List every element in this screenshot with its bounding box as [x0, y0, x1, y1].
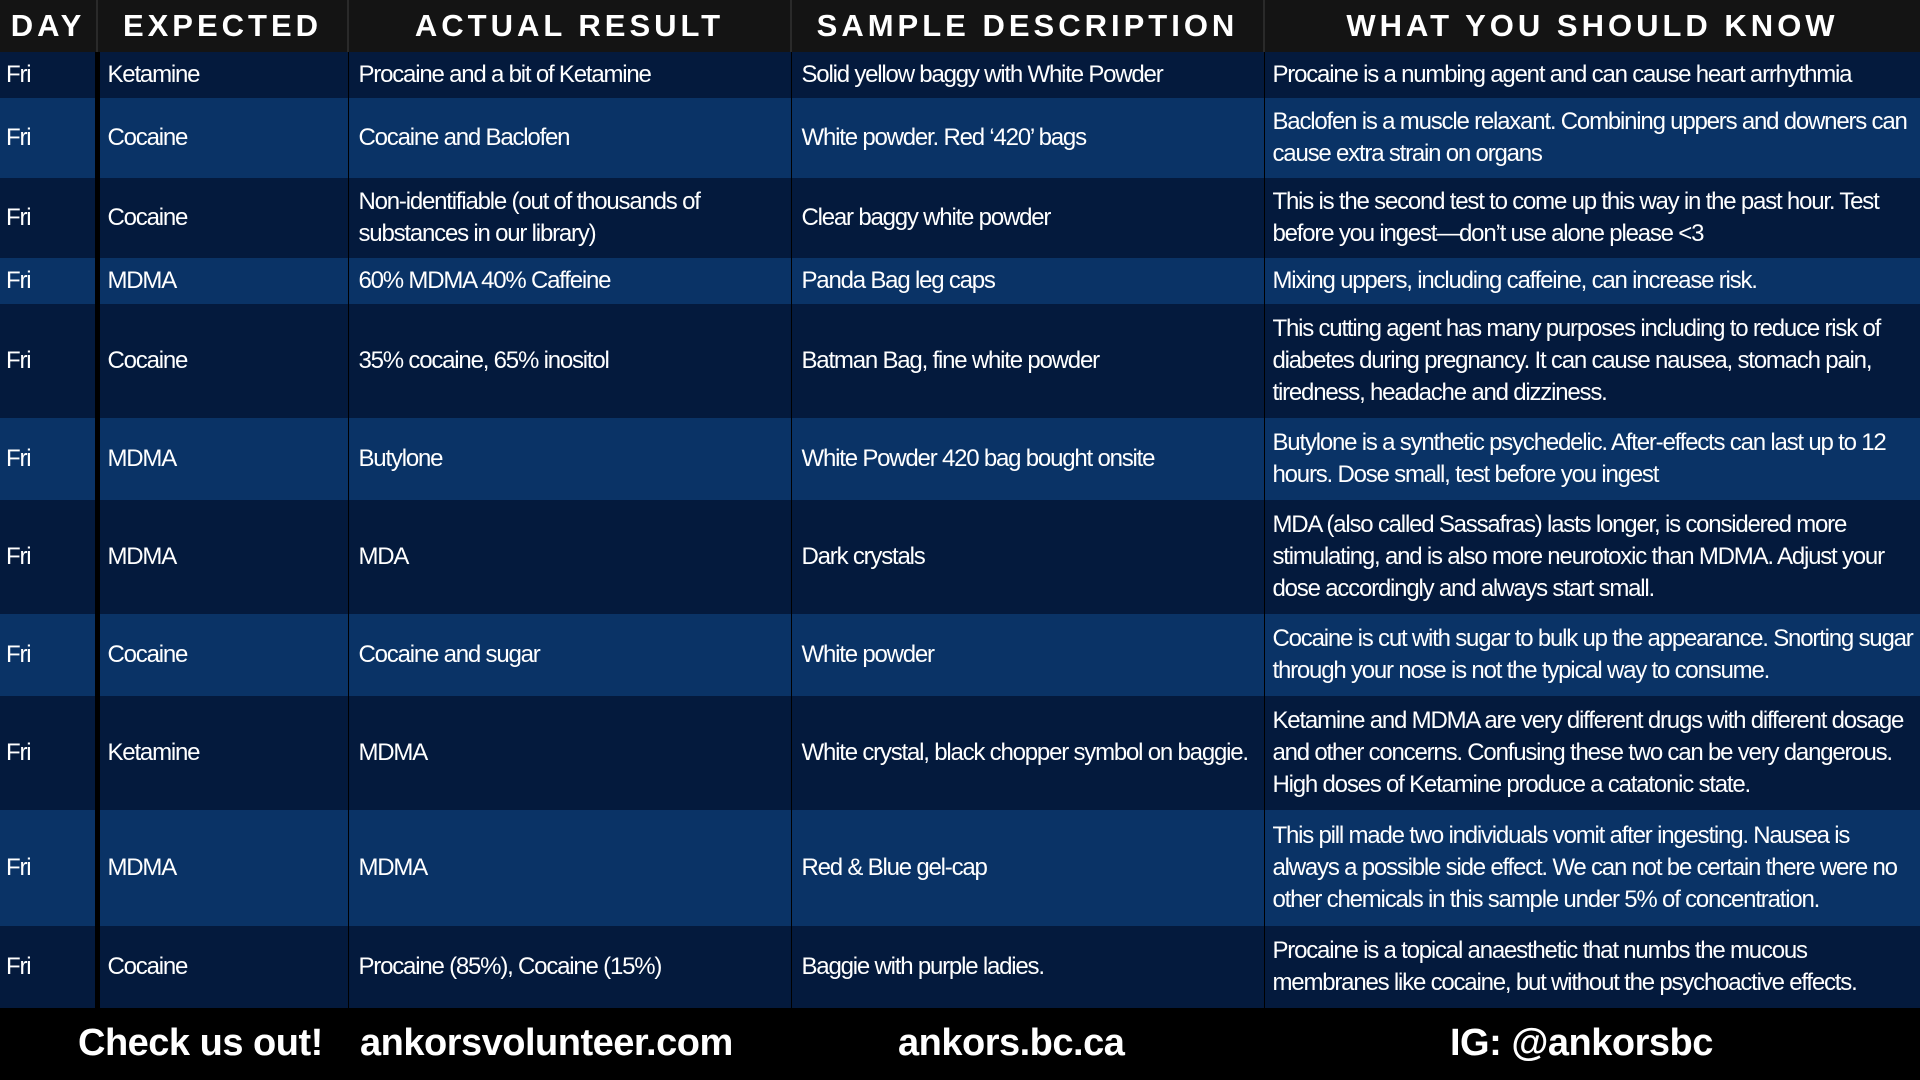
- cell-sample-description: Red & Blue gel-cap: [791, 810, 1264, 926]
- cell-day: Fri: [0, 500, 97, 614]
- table-row: [0, 52, 1920, 98]
- cell-actual-result: 60% MDMA 40% Caffeine: [348, 258, 791, 304]
- table-row: [0, 304, 1920, 418]
- volunteer-site-link[interactable]: ankorsvolunteer.com: [360, 1022, 733, 1064]
- cell-expected: Cocaine: [97, 926, 348, 1008]
- table-row: [0, 614, 1920, 696]
- header-day: DAY: [0, 0, 97, 52]
- cell-sample-description: Panda Bag leg caps: [791, 258, 1264, 304]
- cell-day: Fri: [0, 52, 97, 98]
- table-row: [0, 926, 1920, 1008]
- cell-what-you-should-know: Procaine is a numbing agent and can cause heart arrhythmia: [1264, 52, 1920, 98]
- cell-day: Fri: [0, 98, 97, 178]
- cell-expected: Ketamine: [97, 52, 348, 98]
- cell-actual-result: Cocaine and sugar: [348, 614, 791, 696]
- cell-expected: Cocaine: [97, 304, 348, 418]
- cell-what-you-should-know: This pill made two individuals vomit after ingesting. Nausea is always a possible side effect. We can not be certain there were no other chemicals in this sample under 5% of concentration.: [1264, 810, 1920, 926]
- header-what-you-should-know: WHAT YOU SHOULD KNOW: [1264, 0, 1920, 52]
- cell-what-you-should-know: Ketamine and MDMA are very different drugs with different dosage and other concerns. Confusing these two can be very dangerous. High doses of Ketamine produce a catatonic state.: [1264, 696, 1920, 810]
- check-us-out-text: Check us out!: [78, 1022, 323, 1064]
- cell-actual-result: Cocaine and Baclofen: [348, 98, 791, 178]
- table-row: [0, 810, 1920, 926]
- cell-what-you-should-know: Cocaine is cut with sugar to bulk up the appearance. Snorting sugar through your nose is not the typical way to consume.: [1264, 614, 1920, 696]
- cell-expected: MDMA: [97, 258, 348, 304]
- footer-banner: [0, 1010, 1920, 1080]
- table-row: [0, 500, 1920, 614]
- cell-what-you-should-know: MDA (also called Sassafras) lasts longer, is considered more stimulating, and is also more neurotoxic than MDMA. Adjust your dose accordingly and always start small.: [1264, 500, 1920, 614]
- cell-actual-result: Butylone: [348, 418, 791, 500]
- cell-what-you-should-know: Mixing uppers, including caffeine, can increase risk.: [1264, 258, 1920, 304]
- cell-day: Fri: [0, 614, 97, 696]
- cell-sample-description: Batman Bag, fine white powder: [791, 304, 1264, 418]
- table-row: [0, 696, 1920, 810]
- header-sample-description: SAMPLE DESCRIPTION: [791, 0, 1264, 52]
- table-header: [0, 0, 1920, 52]
- cell-what-you-should-know: This is the second test to come up this way in the past hour. Test before you ingest—don’t use alone please <3: [1264, 178, 1920, 258]
- cell-actual-result: MDA: [348, 500, 791, 614]
- header-expected: EXPECTED: [97, 0, 348, 52]
- cell-expected: Cocaine: [97, 98, 348, 178]
- header-actual-result: ACTUAL RESULT: [348, 0, 791, 52]
- cell-sample-description: White powder. Red ‘420’ bags: [791, 98, 1264, 178]
- cell-day: Fri: [0, 258, 97, 304]
- main-site-link[interactable]: ankors.bc.ca: [898, 1022, 1125, 1064]
- cell-day: Fri: [0, 926, 97, 1008]
- cell-what-you-should-know: This cutting agent has many purposes including to reduce risk of diabetes during pregnancy. It can cause nausea, stomach pain, tiredness, headache and dizziness.: [1264, 304, 1920, 418]
- cell-day: Fri: [0, 418, 97, 500]
- cell-day: Fri: [0, 178, 97, 258]
- cell-expected: Cocaine: [97, 614, 348, 696]
- cell-what-you-should-know: Butylone is a synthetic psychedelic. After-effects can last up to 12 hours. Dose small, test before you ingest: [1264, 418, 1920, 500]
- table-row: [0, 258, 1920, 304]
- cell-expected: MDMA: [97, 418, 348, 500]
- cell-day: Fri: [0, 696, 97, 810]
- table-row: [0, 98, 1920, 178]
- cell-actual-result: 35% cocaine, 65% inositol: [348, 304, 791, 418]
- cell-what-you-should-know: Procaine is a topical anaesthetic that numbs the mucous membranes like cocaine, but without the psychoactive effects.: [1264, 926, 1920, 1008]
- header-row: [0, 0, 1920, 52]
- cell-expected: Ketamine: [97, 696, 348, 810]
- cell-expected: Cocaine: [97, 178, 348, 258]
- cell-actual-result: MDMA: [348, 696, 791, 810]
- cell-what-you-should-know: Baclofen is a muscle relaxant. Combining uppers and downers can cause extra strain on organs: [1264, 98, 1920, 178]
- cell-actual-result: MDMA: [348, 810, 791, 926]
- cell-sample-description: Solid yellow baggy with White Powder: [791, 52, 1264, 98]
- cell-actual-result: Non-identifiable (out of thousands of substances in our library): [348, 178, 791, 258]
- cell-sample-description: Clear baggy white powder: [791, 178, 1264, 258]
- table-row: [0, 418, 1920, 500]
- cell-day: Fri: [0, 304, 97, 418]
- cell-actual-result: Procaine and a bit of Ketamine: [348, 52, 791, 98]
- cell-sample-description: White Powder 420 bag bought onsite: [791, 418, 1264, 500]
- cell-sample-description: Baggie with purple ladies.: [791, 926, 1264, 1008]
- cell-expected: MDMA: [97, 500, 348, 614]
- instagram-handle-link[interactable]: IG: @ankorsbc: [1450, 1022, 1713, 1064]
- cell-sample-description: White crystal, black chopper symbol on baggie.: [791, 696, 1264, 810]
- cell-actual-result: Procaine (85%), Cocaine (15%): [348, 926, 791, 1008]
- cell-expected: MDMA: [97, 810, 348, 926]
- cell-sample-description: Dark crystals: [791, 500, 1264, 614]
- cell-sample-description: White powder: [791, 614, 1264, 696]
- table-body: [0, 52, 1920, 1008]
- table-row: [0, 178, 1920, 258]
- cell-day: Fri: [0, 810, 97, 926]
